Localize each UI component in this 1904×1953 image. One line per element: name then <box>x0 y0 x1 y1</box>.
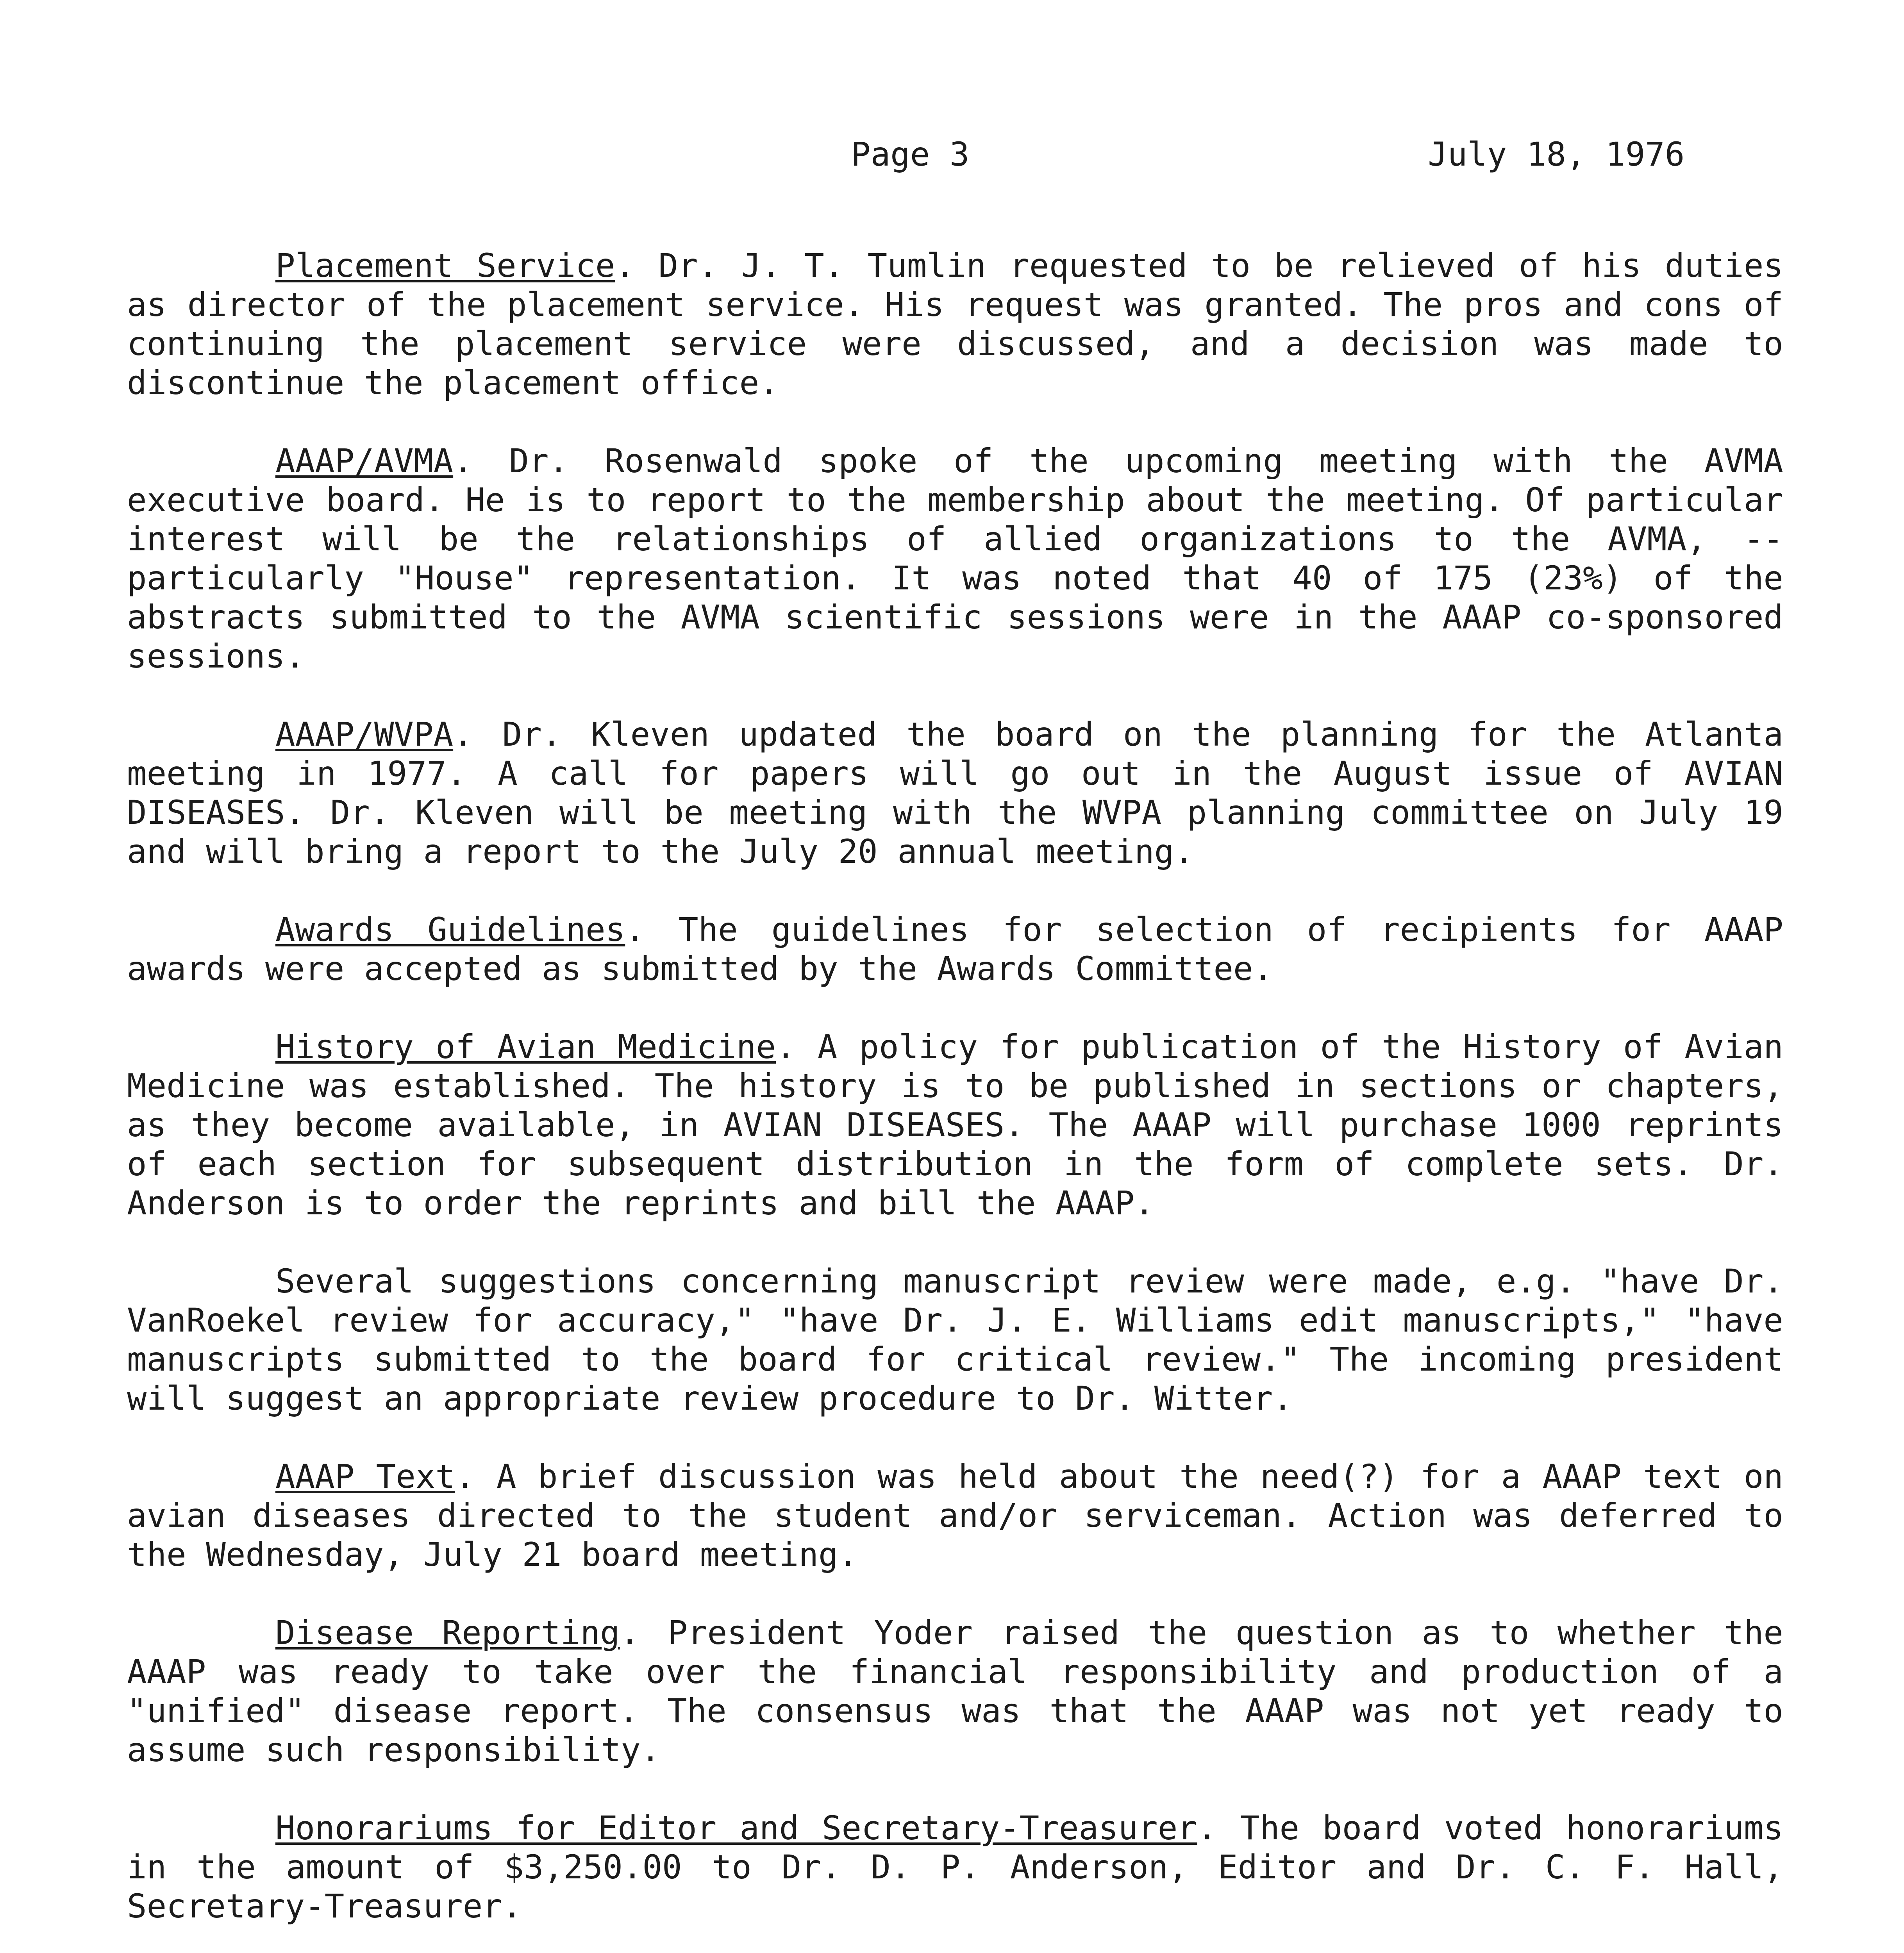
section-heading: Honorariums for Editor and Secretary-Treasurer <box>275 1809 1197 1847</box>
paragraph-text: . Dr. Rosenwald spoke of the upcoming meeting with the AVMA executive board. He is to report to the membership about the meeting. Of particular interest will be the relationships of allied organizations to the AVMA, --particularly "House" representation. It was noted that 40 of 175 (23%) of the abstracts submitted to the AVMA scientific sessions were in the AAAP co-sponsored sessions. <box>127 442 1783 675</box>
paragraph-text: Several suggestions concerning manuscript review were made, e.g. "have Dr. VanRoekel review for accuracy," "have Dr. J. E. Williams edit manuscripts," "have manuscripts submitted to the board for critical review." The incoming president will suggest an appropriate review procedure to Dr. Witter. <box>127 1262 1783 1417</box>
section-heading: Disease Reporting <box>275 1614 620 1652</box>
paragraph-placement-service <box>127 246 1783 402</box>
paragraph-history-avian-medicine <box>127 1027 1783 1223</box>
paragraph-text: . Dr. J. T. Tumlin requested to be relieved of his duties as director of the placement service. His request was granted. The pros and cons of continuing the placement service were discussed, and a decision was made to discontinue the placement office. <box>127 246 1784 402</box>
paragraph-aaap-text <box>127 1457 1783 1574</box>
paragraph-text: . The board voted honorariums in the amount of $3,250.00 to Dr. D. P. Anderson, Editor and Dr. C. F. Hall, Secretary-Treasurer. <box>127 1809 1783 1925</box>
section-heading: Placement Service <box>275 246 615 285</box>
paragraph-text: . President Yoder raised the question as to whether the AAAP was ready to take over the financial responsibility and production of a "unified" disease report. The consensus was that the AAAP was not yet ready to assume such responsibility. <box>127 1614 1783 1769</box>
paragraph-aaap-avma <box>127 441 1783 676</box>
paragraph-honorariums <box>127 1808 1783 1926</box>
section-heading: AAAP/AVMA <box>275 442 454 480</box>
document-body <box>127 246 1783 1953</box>
section-heading: AAAP/WVPA <box>275 715 454 753</box>
page-header <box>0 133 1904 176</box>
letter-date: July 18, 1976 <box>1428 135 1685 173</box>
section-heading: AAAP Text <box>275 1457 455 1496</box>
section-heading: History of Avian Medicine <box>275 1028 776 1066</box>
section-heading: Awards Guidelines <box>275 910 625 949</box>
paragraph-text: . The guidelines for selection of recipients for AAAP awards were accepted as submitted by the Awards Committee. <box>127 910 1783 988</box>
paragraph-disease-reporting <box>127 1613 1783 1769</box>
paragraph-aaap-wvpa <box>127 715 1783 871</box>
paragraph-manuscript-review <box>127 1262 1783 1418</box>
page-number: Page 3 <box>851 135 970 173</box>
paragraph-text: . A policy for publication of the History of Avian Medicine was established. The history is to be published in sections or chapters, as they become available, in AVIAN DISEASES. The AAAP will purchase 1000 reprints of each section for subsequent distribution in the form of complete sets. Dr. Anderson is to order the reprints and bill the AAAP. <box>127 1028 1783 1222</box>
paragraph-awards-guidelines <box>127 910 1783 988</box>
paragraph-text: . A brief discussion was held about the need(?) for a AAAP text on avian diseases directed to the student and/or serviceman. Action was deferred to the Wednesday, July 21 board meeting. <box>127 1457 1783 1574</box>
paragraph-text: . Dr. Kleven updated the board on the planning for the Atlanta meeting in 1977. A call for papers will go out in the August issue of AVIAN DISEASES. Dr. Kleven will be meeting with the WVPA planning committee on July 19 and will bring a report to the July 20 annual meeting. <box>127 715 1783 871</box>
